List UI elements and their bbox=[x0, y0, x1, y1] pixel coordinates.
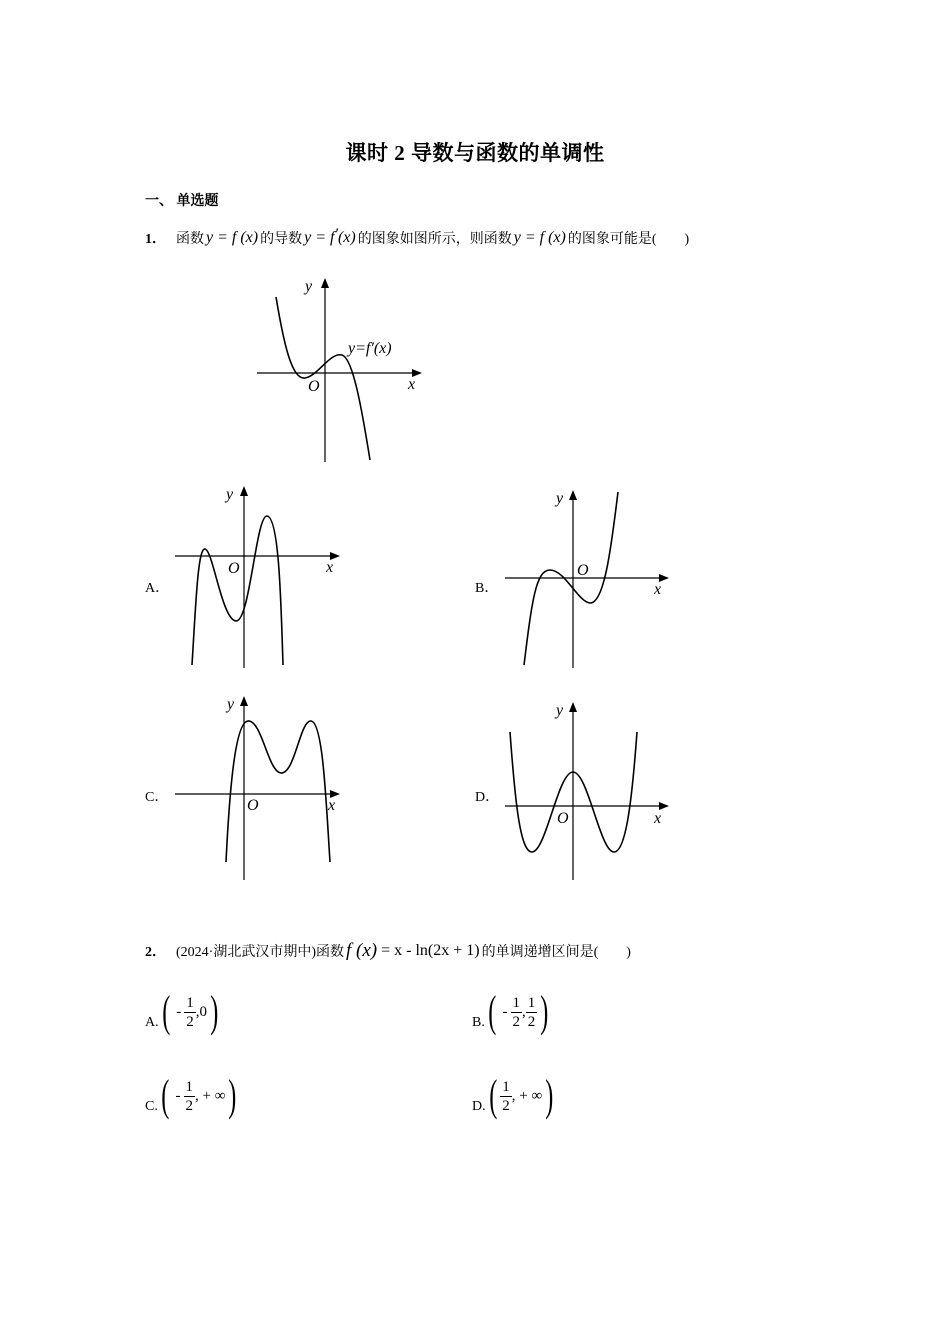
option-a-curve bbox=[192, 516, 283, 665]
derivative-figure bbox=[257, 278, 422, 462]
y-axis-arrow bbox=[569, 702, 577, 712]
numerator: 1 bbox=[186, 994, 194, 1011]
left-paren: ( bbox=[488, 987, 497, 1036]
math-y-equals-f-2: y = f (x) bbox=[513, 229, 566, 246]
q2-option-d-interval bbox=[486, 1071, 557, 1120]
option-c-curve bbox=[226, 721, 330, 862]
y-label: y bbox=[227, 696, 235, 713]
q2-option-c-label: C. bbox=[145, 1099, 158, 1114]
denominator: 2 bbox=[185, 1097, 193, 1114]
y-label: y bbox=[556, 702, 564, 719]
origin-label: O bbox=[247, 797, 259, 814]
q2-option-d[interactable] bbox=[472, 1071, 557, 1120]
numerator: 1 bbox=[185, 1078, 193, 1095]
x-label: x bbox=[654, 810, 662, 827]
origin-label: O bbox=[577, 562, 589, 579]
question-2 bbox=[145, 940, 631, 962]
q2-option-b-interval bbox=[485, 987, 552, 1036]
y-axis-arrow bbox=[569, 490, 577, 500]
curve-label: y=f′(x) bbox=[348, 340, 392, 357]
math-f-of-x: f (x) bbox=[346, 940, 378, 961]
fraction bbox=[184, 994, 196, 1031]
q2-option-b-label: B. bbox=[472, 1015, 485, 1030]
right-paren: ) bbox=[228, 1071, 237, 1120]
rest: , + ∞ bbox=[511, 1087, 543, 1104]
option-d-label[interactable]: D． bbox=[475, 790, 500, 805]
x-label: x bbox=[408, 376, 416, 393]
fraction bbox=[500, 1078, 512, 1115]
origin-label: O bbox=[557, 810, 569, 827]
option-a-figure[interactable] bbox=[175, 486, 340, 668]
left-paren: ( bbox=[488, 1071, 497, 1120]
y-axis-arrow bbox=[321, 278, 329, 288]
minus-sign: - bbox=[502, 1003, 508, 1020]
question-2-text-b: 的单调递增区间是( ) bbox=[481, 945, 631, 960]
q2-option-a-label: A. bbox=[145, 1015, 159, 1030]
denominator: 2 bbox=[186, 1013, 194, 1030]
denominator: 2 bbox=[527, 1013, 536, 1030]
right-paren: ) bbox=[545, 1071, 554, 1120]
comma: , bbox=[522, 1003, 526, 1020]
question-1-text-a: 函数 bbox=[176, 232, 204, 247]
section-heading: 一、 单选题 bbox=[145, 194, 219, 209]
q2-option-c[interactable] bbox=[145, 1071, 240, 1120]
rest: ,0 bbox=[195, 1003, 208, 1020]
fraction bbox=[511, 994, 523, 1031]
math-equation: = x - ln(2x + 1) bbox=[381, 942, 480, 959]
y-label: y bbox=[556, 490, 564, 507]
left-paren: ( bbox=[161, 987, 170, 1036]
option-b-label[interactable]: B． bbox=[475, 581, 499, 596]
q2-option-b[interactable] bbox=[472, 987, 552, 1036]
numerator: 1 bbox=[502, 1078, 510, 1095]
q2-option-d-label: D. bbox=[472, 1099, 486, 1114]
derivative-curve bbox=[276, 297, 370, 460]
fraction-2 bbox=[526, 994, 538, 1031]
fraction bbox=[184, 1078, 196, 1115]
rest: , + ∞ bbox=[195, 1087, 226, 1104]
page-title: 课时 2 导数与函数的单调性 bbox=[345, 141, 605, 165]
minus-sign: - bbox=[175, 1087, 181, 1104]
y-axis-arrow bbox=[240, 486, 248, 496]
x-label: x bbox=[654, 581, 662, 598]
q2-option-a[interactable] bbox=[145, 987, 222, 1036]
question-1-text-d: 的图象可能是( ) bbox=[567, 232, 690, 247]
y-label: y bbox=[226, 486, 234, 503]
y-axis-arrow bbox=[240, 696, 248, 706]
option-c-figure[interactable] bbox=[175, 696, 340, 880]
q2-option-a-interval bbox=[159, 987, 222, 1036]
denominator: 2 bbox=[512, 1013, 520, 1030]
option-a-label[interactable]: A． bbox=[145, 581, 170, 596]
option-c-label[interactable]: C． bbox=[145, 790, 169, 805]
math-derivative-prime: ′ bbox=[334, 226, 338, 243]
x-label: x bbox=[328, 797, 336, 814]
denominator: 2 bbox=[502, 1097, 510, 1114]
right-paren: ) bbox=[210, 987, 219, 1036]
right-paren: ) bbox=[540, 987, 549, 1036]
option-d-figure[interactable] bbox=[505, 702, 669, 880]
math-derivative-a: y = f bbox=[304, 229, 335, 246]
x-axis-arrow bbox=[659, 802, 669, 810]
question-1-text-b: 的导数 bbox=[260, 232, 303, 247]
origin-label: O bbox=[228, 560, 240, 577]
numerator: 1 bbox=[512, 994, 520, 1011]
numerator: 1 bbox=[527, 994, 536, 1011]
origin-label: O bbox=[308, 378, 320, 395]
left-paren: ( bbox=[161, 1071, 170, 1120]
option-b-figure[interactable] bbox=[505, 490, 669, 668]
q2-option-c-interval bbox=[158, 1071, 240, 1120]
question-2-number: 2． bbox=[145, 945, 166, 960]
minus-sign: - bbox=[176, 1003, 182, 1020]
question-2-text-a: (2024·湖北武汉市期中)函数 bbox=[176, 945, 344, 960]
math-y-equals-f: y = f (x) bbox=[206, 229, 259, 246]
question-1-number: 1． bbox=[145, 232, 166, 247]
x-label: x bbox=[326, 559, 334, 576]
math-derivative-b: (x) bbox=[337, 229, 356, 246]
y-label: y bbox=[305, 278, 313, 295]
question-1-text-c: 的图象如图所示，则函数 bbox=[357, 232, 512, 247]
